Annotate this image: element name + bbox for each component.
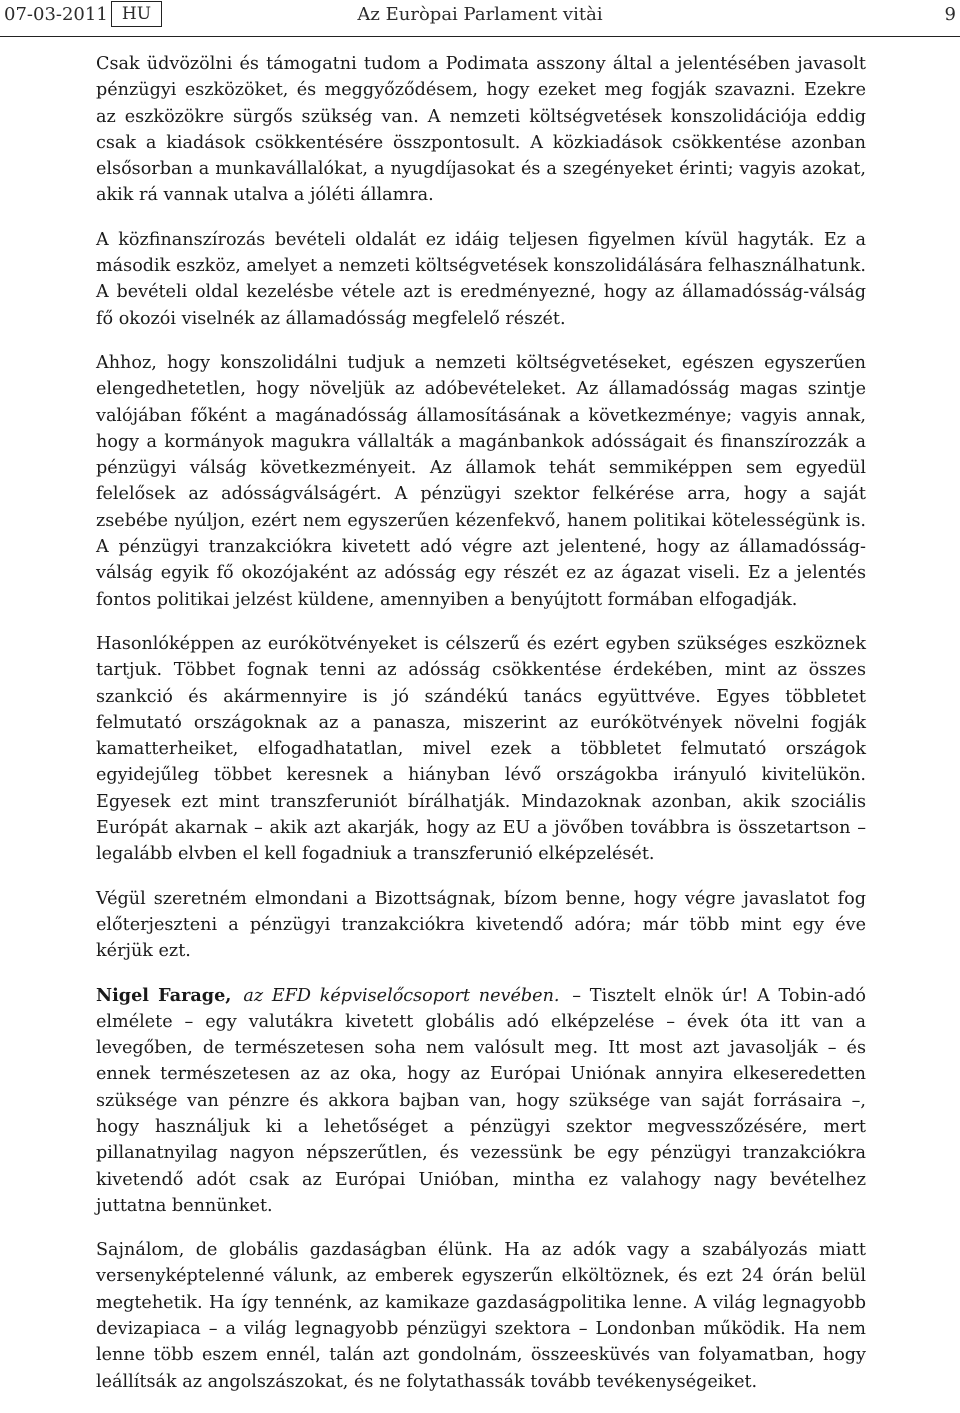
- paragraph-4: Hasonlóképpen az eurókötvényeket is célszerű és ezért egyben szükséges eszköznek tartjuk. Többet fognak tenni az adósság csökkentése érdekében, mint az összes szankció és akármennyire is jó szándékú tanács együttvéve. Egyes többletet felmutató országoknak az a panasza, miszerint az eurókötvények növelni fogják kamatterheiket, elfogadhatatlan, mivel ezek a többletet felmutató országok egyidejűleg többet keresnek a hiányban lévő országokba irányuló kivitelükön. Egyesek ezt mint transzferuniót bírálhatják. Mindazoknak azonban, akik szociális Európát akarnak – akik azt akarják, hogy az EU a jövőben továbbra is összetartson – legalább elvben el kell fogadniuk a transzferunió elképzelését.: [96, 633, 866, 865]
- speaker-name: Nigel Farage,: [96, 984, 232, 1006]
- paragraph-1: Csak üdvözölni és támogatni tudom a Podimata asszony által a jelentésében javasolt pénzügyi eszközöket, és meggyőződésem, hogy ezeket meg fogják szavazni. Ezekre az eszközökre sürgős szükség van. A nemzeti költségvetések konszolidációja eddig csak a kiadások csökkentésére összpontosult. A közkiadások csökkentése azonban elsősorban a munkavállalókat, a nyugdíjasokat és a szegényeket érinti; vagyis azokat, akik rá vannak utalva a jóléti államra.: [96, 54, 866, 206]
- language-badge: HU: [111, 1, 162, 27]
- paragraph-5: Végül szeretném elmondani a Bizottságnak, bízom benne, hogy végre javaslatot fog előterjeszteni a pénzügyi tranzakciókra kivetendő adóra; már több mint egy éve kérjük ezt.: [96, 888, 866, 962]
- header-title: Az Euròpai Parlament vitài: [357, 4, 603, 25]
- page-header: [0, 0, 960, 37]
- speaker-paragraph: [96, 983, 866, 1220]
- paragraph-3: Ahhoz, hogy konszolidálni tudjuk a nemzeti költségvetéseket, egészen egyszerűen elengedhetetlen, hogy növeljük az adóbevételeket. Az államadósság magas szintje valójában főként a magánadósság államosításának a következménye; vagyis annak, hogy a kormányok magukra vállalták a magánbankok adósságait és finanszírozzák a pénzügyi válság következményeit. Az államok tehát semmiképpen sem egyedül felelősek az adósságválságért. A pénzügyi szektor felkérése arra, hogy a saját zsebébe nyúljon, ezért nem egyszerűen kézenfekvő, hanem politikai kötelességünk is. A pénzügyi tranzakciókra kivetett adó végre azt jelentené, hogy az államadósság-válság egyik fő okozójaként az adósság egy részét ez az ágazat viseli. Ez a jelentés fontos politikai jelzést küldene, amennyiben a benyújtott formában elfogadják.: [96, 352, 866, 610]
- header-date: 07-03-2011: [4, 4, 108, 25]
- speaker-text: – Tisztelt elnök úr! A Tobin-adó elmélete – egy valutákra kivetett globális adó elképzelése – évek óta itt van a levegőben, de természetesen soha nem valósult meg. Itt most azt javasolják – és ennek természetesen az az oka, hogy az Európai Uniónak annyira elkeseredetten szüksége van pénzre és akkora bajban van, hogy szüksége van saját forrásaira –, hogy használjuk ki a lehetőséget a pénzügyi szektor megvesszőzésére, mert pillanatnyilag nagyon népszerűtlen, és vezessünk be egy pénzügyi tranzakciókra kivetendő adót csak az Európai Unióban, mintha ez valahogy nagy bevételhez juttatna bennünket.: [96, 985, 867, 1216]
- speaker-role: az EFD képviselőcsoport nevében.: [243, 985, 560, 1006]
- document-body: [96, 51, 866, 1413]
- paragraph-2: A közfinanszírozás bevételi oldalát ez idáig teljesen figyelmen kívül hagyták. Ez a második eszköz, amelyet a nemzeti költségvetések konszolidálására felhasználhatunk. A bevételi oldal kezelésbe vétele azt is eredményezné, hogy az államadósság-válság fő okozói viselnék az államadósság megfelelő részét.: [96, 229, 866, 329]
- closing-paragraph: Sajnálom, de globális gazdaságban élünk. Ha az adók vagy a szabályozás miatt versenyképtelenné válunk, az emberek egyszerűn elköltöznek, és ezt 24 órán belül megtehetik. Ha így tennénk, az kamikaze gazdaságpolitika lenne. A világ legnagyobb devizapiaca – a világ legnagyobb pénzügyi szektora – Londonban működik. Ha nem lenne több eszem ennél, talán azt gondolnám, összeesküvés van folyamatban, hogy leállítsák az angolszászokat, és ne folytathassák tovább tevékenységeiket.: [96, 1240, 866, 1392]
- page-number: 9: [944, 4, 956, 25]
